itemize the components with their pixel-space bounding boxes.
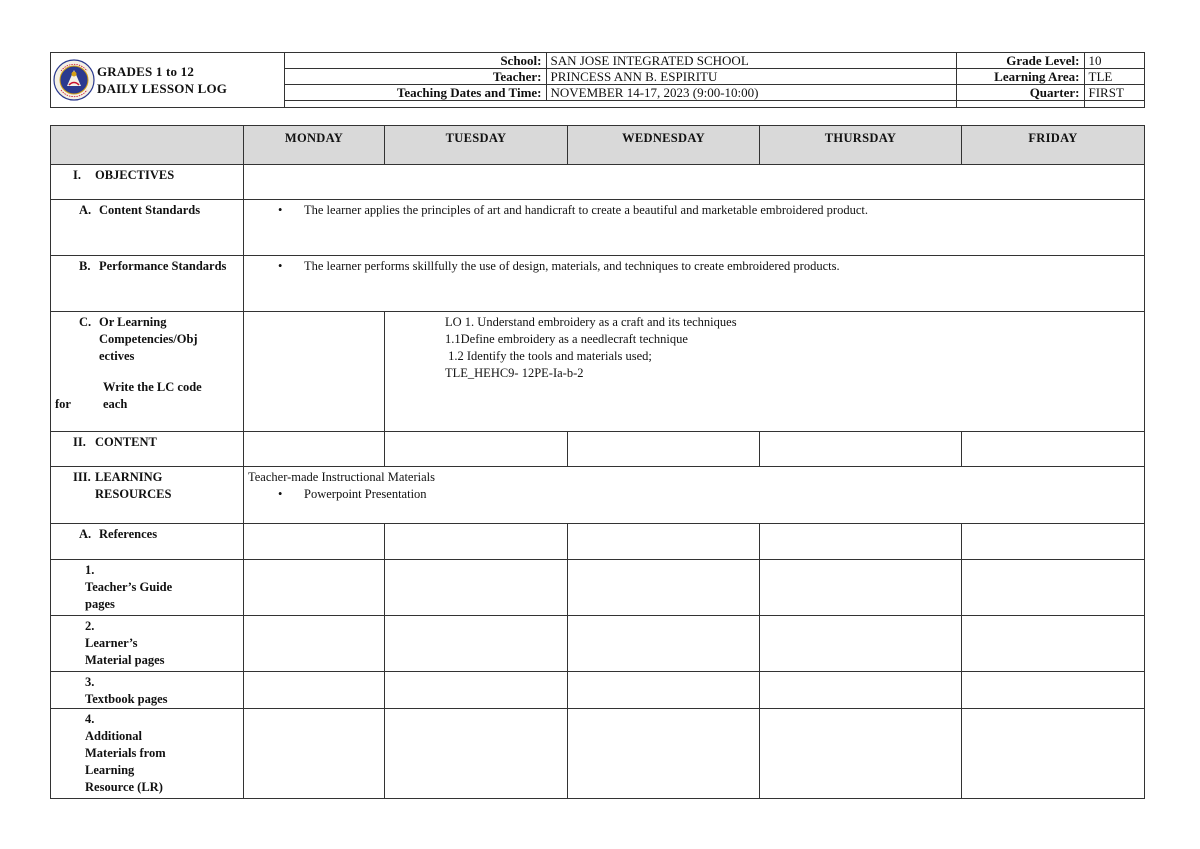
objectives-row [51, 165, 1145, 200]
learning-resources-row [51, 467, 1145, 524]
teachers-guide-label-cell [51, 560, 244, 616]
competency-line-3: 1.2 Identify the tools and materials used; [445, 349, 652, 363]
competencies-content [385, 312, 1145, 432]
learners-material-thursday [760, 616, 962, 672]
dates-value: NOVEMBER 14-17, 2023 (9:00-10:00) [546, 85, 956, 101]
content-tuesday [385, 432, 568, 467]
learning-area-label-cell: Learning Area: [956, 69, 1084, 85]
additional-materials-label-3: Learning [85, 763, 135, 777]
teachers-guide-label-1: Teacher’s Guide [85, 580, 173, 594]
objectives-num: I. [73, 168, 81, 182]
additional-materials-num: 4. [85, 712, 95, 726]
content-num: II. [73, 435, 86, 449]
content-standards-num: A. [79, 203, 92, 217]
teachers-guide-tuesday [385, 560, 568, 616]
learners-material-tuesday [385, 616, 568, 672]
school-value: SAN JOSE INTEGRATED SCHOOL [546, 53, 956, 69]
title-line-2: DAILY LESSON LOG [97, 81, 228, 96]
learners-material-label-2: Material pages [85, 653, 165, 667]
content-standards-label: Content Standards [99, 203, 201, 217]
teacher-label-cell: Teacher: [284, 69, 546, 85]
competency-line-2: 1.1Define embroidery as a needlecraft technique [445, 332, 688, 346]
learners-material-num: 2. [85, 619, 95, 633]
textbook-tuesday [385, 672, 568, 709]
learning-resources-label-1: LEARNING [95, 470, 163, 484]
lc-code-label-each: each [103, 397, 128, 411]
additional-materials-tuesday [385, 709, 568, 799]
additional-materials-wednesday [568, 709, 760, 799]
day-header-thursday: THURSDAY [760, 126, 962, 165]
references-num: A. [79, 527, 92, 541]
content-label-cell [51, 432, 244, 467]
teachers-guide-monday [244, 560, 385, 616]
content-monday [244, 432, 385, 467]
performance-standards-label-cell [51, 256, 244, 312]
content-standards-text: The learner applies the principles of art and handicraft to create a beautiful and marketable embroidered product. [304, 203, 868, 217]
learners-material-row [51, 616, 1145, 672]
additional-materials-label-1: Additional [85, 729, 142, 743]
competency-line-4: TLE_HEHC9- 12PE-Ia-b-2 [445, 366, 584, 380]
content-wednesday [568, 432, 760, 467]
references-row [51, 524, 1145, 560]
references-label: References [99, 527, 158, 541]
learning-resources-label-cell [51, 467, 244, 524]
day-header-monday: MONDAY [244, 126, 385, 165]
quarter-label-cell: Quarter: [956, 85, 1084, 101]
textbook-monday [244, 672, 385, 709]
teachers-guide-friday [962, 560, 1145, 616]
additional-materials-label-cell [51, 709, 244, 799]
objectives-content [244, 165, 1145, 200]
learners-material-friday [962, 616, 1145, 672]
references-wednesday [568, 524, 760, 560]
learning-resources-content [244, 467, 1145, 524]
lc-code-label-1: Write the LC code [103, 380, 202, 394]
learners-material-label-cell [51, 616, 244, 672]
competencies-monday [244, 312, 385, 432]
content-label: CONTENT [95, 435, 157, 449]
performance-standards-text: The learner performs skillfully the use of design, materials, and techniques to create embroidered products. [304, 259, 840, 273]
learners-material-monday [244, 616, 385, 672]
teachers-guide-thursday [760, 560, 962, 616]
references-friday [962, 524, 1145, 560]
corner-cell [51, 126, 244, 165]
performance-standards-content [244, 256, 1145, 312]
content-standards-label-cell [51, 200, 244, 256]
teachers-guide-row [51, 560, 1145, 616]
content-standards-content [244, 200, 1145, 256]
grade-level-value-cell: 10 [1084, 53, 1144, 69]
additional-materials-row [51, 709, 1145, 799]
competencies-label-3: ectives [99, 349, 135, 363]
teacher-value: PRINCESS ANN B. ESPIRITU [546, 69, 956, 85]
references-label-cell [51, 524, 244, 560]
references-monday [244, 524, 385, 560]
header-grid [50, 52, 1145, 101]
teachers-guide-wednesday [568, 560, 760, 616]
additional-materials-friday [962, 709, 1145, 799]
competencies-num: C. [79, 315, 92, 329]
competencies-label-2: Competencies/Obj [99, 332, 198, 346]
learners-material-wednesday [568, 616, 760, 672]
school-label-cell: School: [284, 53, 546, 69]
content-friday [962, 432, 1145, 467]
quarter-value-cell: FIRST [1084, 85, 1144, 101]
learners-material-label-1: Learner’s [85, 636, 138, 650]
learning-resources-num: III. [73, 470, 91, 484]
learning-area-value-cell: TLE [1084, 69, 1144, 85]
lc-code-label-for: for [55, 397, 71, 411]
teachers-guide-num: 1. [85, 563, 95, 577]
learning-resources-label-2: RESOURCES [95, 487, 172, 501]
lesson-log-table [50, 125, 1145, 799]
content-thursday [760, 432, 962, 467]
textbook-label-cell [51, 672, 244, 709]
competency-line-1: LO 1. Understand embroidery as a craft and its techniques [445, 315, 737, 329]
references-tuesday [385, 524, 568, 560]
additional-materials-label-2: Materials from [85, 746, 166, 760]
competencies-label-1: Or Learning [99, 315, 167, 329]
title-line-1: GRADES 1 to 12 [97, 64, 195, 79]
performance-standards-label: Performance Standards [99, 259, 227, 273]
resources-text: Teacher-made Instructional Materials [248, 470, 435, 484]
resources-bullet: Powerpoint Presentation [304, 487, 427, 501]
objectives-label-cell [51, 165, 244, 200]
teachers-guide-label-2: pages [85, 597, 115, 611]
performance-standards-num: B. [79, 259, 91, 273]
dates-label-cell: Teaching Dates and Time: [284, 85, 546, 101]
day-header-tuesday: TUESDAY [385, 126, 568, 165]
day-header-friday: FRIDAY [962, 126, 1145, 165]
references-thursday [760, 524, 962, 560]
content-row [51, 432, 1145, 467]
textbook-friday [962, 672, 1145, 709]
additional-materials-thursday [760, 709, 962, 799]
performance-standards-row [51, 256, 1145, 312]
content-standards-row [51, 200, 1145, 256]
objectives-label: OBJECTIVES [95, 168, 175, 182]
textbook-row [51, 672, 1145, 709]
day-header-wednesday: WEDNESDAY [568, 126, 760, 165]
additional-materials-label-4: Resource (LR) [85, 780, 163, 794]
day-header-row [51, 126, 1145, 165]
textbook-thursday [760, 672, 962, 709]
textbook-num: 3. [85, 675, 95, 689]
competencies-label-cell [51, 312, 244, 432]
textbook-wednesday [568, 672, 760, 709]
additional-materials-monday [244, 709, 385, 799]
grade-level-label-cell: Grade Level: [956, 53, 1084, 69]
competencies-row [51, 312, 1145, 432]
textbook-label: Textbook pages [85, 692, 168, 706]
